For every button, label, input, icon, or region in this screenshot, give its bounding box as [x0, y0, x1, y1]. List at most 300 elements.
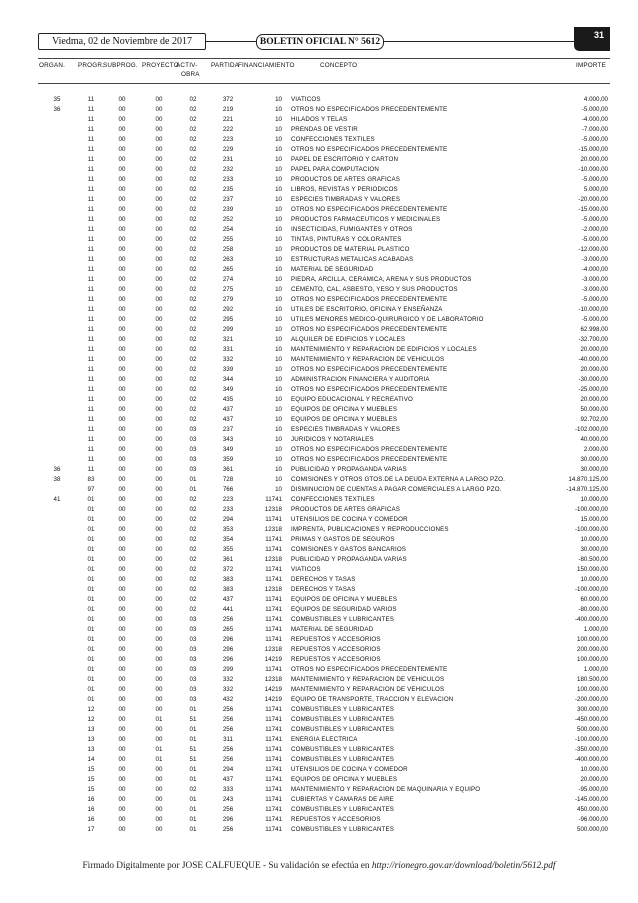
- cell-activ: 02: [189, 296, 197, 303]
- cell-prog: 11: [87, 266, 95, 273]
- cell-subprog: 00: [118, 526, 126, 533]
- table-row: [0, 535, 638, 545]
- cell-activ: 02: [189, 356, 197, 363]
- cell-organ: 36: [53, 466, 61, 473]
- cell-partida: 265: [222, 626, 234, 633]
- cell-concepto: VIATICOS: [291, 566, 321, 573]
- table-row: [0, 385, 638, 395]
- cell-financiamiento: 12318: [264, 586, 282, 593]
- cell-financiamiento: 11741: [265, 786, 282, 793]
- cell-subprog: 00: [118, 336, 126, 343]
- cell-prog: 11: [87, 326, 95, 333]
- cell-subprog: 00: [118, 476, 126, 483]
- cell-importe: -102.000,00: [574, 426, 608, 433]
- cell-proyecto: 00: [155, 326, 163, 333]
- cell-partida: 274: [222, 276, 234, 283]
- cell-concepto: JURIDICOS Y NOTARIALES: [291, 436, 374, 443]
- cell-partida: 229: [222, 146, 234, 153]
- cell-concepto: PRODUCTOS DE MATERIAL PLASTICO: [291, 246, 410, 253]
- cell-prog: 11: [87, 256, 95, 263]
- cell-importe: 30.000,00: [580, 546, 608, 553]
- table-row: [0, 795, 638, 805]
- cell-subprog: 00: [118, 686, 126, 693]
- cell-importe: 30.000,00: [580, 456, 608, 463]
- table-row: [0, 155, 638, 165]
- cell-proyecto: 00: [155, 466, 163, 473]
- cell-partida: 256: [222, 746, 234, 753]
- cell-concepto: PAPEL DE ESCRITORIO Y CARTON: [291, 156, 399, 163]
- cell-financiamiento: 10: [275, 286, 282, 293]
- cell-subprog: 00: [118, 676, 126, 683]
- cell-prog: 11: [87, 286, 95, 293]
- cell-importe: -80.500,00: [578, 556, 608, 563]
- cell-concepto: ENERGIA ELECTRICA: [291, 736, 358, 743]
- cell-importe: 450.000,00: [577, 806, 608, 813]
- cell-proyecto: 00: [155, 146, 163, 153]
- cell-partida: 296: [222, 816, 234, 823]
- table-row: [0, 355, 638, 365]
- cell-prog: 01: [87, 556, 95, 563]
- cell-concepto: OTROS NO ESPECIFICADOS PRECEDENTEMENTE: [291, 366, 448, 373]
- cell-proyecto: 00: [155, 696, 163, 703]
- cell-concepto: PRENDAS DE VESTIR: [291, 126, 358, 133]
- cell-proyecto: 00: [155, 646, 163, 653]
- cell-prog: 01: [87, 686, 95, 693]
- cell-subprog: 00: [118, 776, 126, 783]
- cell-concepto: MATERIAL DE SEGURIDAD: [291, 266, 374, 273]
- cell-financiamiento: 11741: [265, 776, 282, 783]
- cell-proyecto: 00: [155, 486, 163, 493]
- cell-activ: 03: [189, 646, 197, 653]
- cell-prog: 11: [87, 196, 95, 203]
- cell-partida: 233: [222, 176, 234, 183]
- cell-partida: 359: [222, 456, 234, 463]
- cell-financiamiento: 10: [275, 406, 282, 413]
- cell-subprog: 00: [118, 626, 126, 633]
- cell-partida: 265: [222, 266, 234, 273]
- cell-prog: 01: [87, 616, 95, 623]
- cell-subprog: 00: [118, 786, 126, 793]
- cell-concepto: COMISIONES Y OTROS GTOS.DE LA DEUDA EXTERNA A LARGO PZO.: [291, 476, 506, 483]
- table-top-rule: [38, 58, 610, 59]
- cell-subprog: 00: [118, 726, 126, 733]
- cell-partida: 311: [223, 736, 233, 743]
- cell-activ: 03: [189, 616, 197, 623]
- cell-partida: 437: [222, 406, 234, 413]
- cell-subprog: 00: [118, 706, 126, 713]
- cell-organ: 35: [53, 96, 61, 103]
- cell-activ: 03: [189, 466, 197, 473]
- cell-subprog: 00: [118, 666, 126, 673]
- cell-subprog: 00: [118, 636, 126, 643]
- col-header-financiamiento: FINANCIAMIENTO: [238, 62, 295, 69]
- cell-prog: 11: [87, 376, 95, 383]
- cell-financiamiento: 12318: [264, 556, 282, 563]
- footer-url[interactable]: http://rionegro.gov.ar/download/boletin/5612.pdf: [371, 861, 556, 871]
- cell-proyecto: 00: [155, 536, 163, 543]
- cell-proyecto: 00: [155, 366, 163, 373]
- table-row: [0, 365, 638, 375]
- cell-activ: 02: [189, 126, 197, 133]
- cell-subprog: 00: [118, 316, 126, 323]
- cell-importe: 40.000,00: [580, 436, 608, 443]
- cell-partida: 361: [222, 466, 234, 473]
- table-row: [0, 445, 638, 455]
- cell-subprog: 00: [118, 576, 126, 583]
- cell-financiamiento: 10: [275, 356, 282, 363]
- cell-prog: 11: [87, 316, 95, 323]
- table-row: [0, 635, 638, 645]
- cell-partida: 296: [222, 646, 234, 653]
- cell-financiamiento: 10: [275, 106, 282, 113]
- cell-activ: 02: [189, 596, 197, 603]
- cell-prog: 11: [87, 386, 95, 393]
- cell-prog: 01: [87, 546, 95, 553]
- cell-concepto: MANTENIMIENTO Y REPARACION DE VEHICULOS: [291, 676, 445, 683]
- cell-partida: 294: [222, 516, 234, 523]
- cell-importe: -350.000,00: [574, 746, 608, 753]
- col-header-obra: OBRA: [181, 71, 200, 78]
- cell-financiamiento: 11741: [265, 766, 282, 773]
- cell-prog: 11: [87, 456, 95, 463]
- cell-importe: -5.000,00: [581, 216, 608, 223]
- cell-prog: 15: [87, 776, 95, 783]
- table-row: [0, 515, 638, 525]
- cell-financiamiento: 11741: [265, 546, 282, 553]
- cell-activ: 02: [189, 196, 197, 203]
- table-row: [0, 125, 638, 135]
- cell-financiamiento: 10: [275, 156, 282, 163]
- cell-subprog: 00: [118, 136, 126, 143]
- cell-financiamiento: 12318: [264, 676, 282, 683]
- cell-prog: 16: [87, 796, 95, 803]
- cell-proyecto: 00: [155, 426, 163, 433]
- cell-proyecto: 00: [155, 506, 163, 513]
- table-row: [0, 545, 638, 555]
- cell-financiamiento: 11741: [265, 666, 282, 673]
- cell-activ: 03: [189, 696, 197, 703]
- cell-prog: 01: [87, 606, 95, 613]
- cell-concepto: PRIMAS Y GASTOS DE SEGUROS: [291, 536, 395, 543]
- cell-financiamiento: 10: [275, 376, 282, 383]
- cell-partida: 321: [222, 336, 234, 343]
- cell-subprog: 00: [118, 766, 126, 773]
- table-row: [0, 815, 638, 825]
- table-row: [0, 665, 638, 675]
- cell-financiamiento: 10: [275, 166, 282, 173]
- cell-activ: 02: [189, 786, 197, 793]
- cell-subprog: 00: [118, 186, 126, 193]
- cell-subprog: 00: [118, 696, 126, 703]
- cell-financiamiento: 11741: [265, 726, 282, 733]
- cell-activ: 02: [189, 376, 197, 383]
- cell-concepto: MANTENIMIENTO Y REPARACION DE MAQUINARIA Y EQUIPO: [291, 786, 481, 793]
- cell-subprog: 00: [118, 496, 126, 503]
- cell-subprog: 00: [118, 606, 126, 613]
- cell-subprog: 00: [118, 306, 126, 313]
- cell-importe: 100.000,00: [577, 656, 608, 663]
- cell-activ: 02: [189, 406, 197, 413]
- cell-financiamiento: 11741: [265, 606, 282, 613]
- cell-importe: -95.000,00: [578, 786, 608, 793]
- table-row: [0, 325, 638, 335]
- cell-concepto: PRODUCTOS DE ARTES GRAFICAS: [291, 506, 401, 513]
- cell-partida: 231: [222, 156, 234, 163]
- cell-subprog: 00: [118, 806, 126, 813]
- cell-subprog: 00: [118, 176, 126, 183]
- cell-prog: 11: [87, 96, 95, 103]
- cell-concepto: ESTRUCTURAS METALICAS ACABADAS: [291, 256, 414, 263]
- cell-prog: 11: [87, 356, 95, 363]
- table-row: [0, 115, 638, 125]
- table-row: [0, 655, 638, 665]
- cell-financiamiento: 11741: [265, 806, 282, 813]
- cell-activ: 51: [189, 716, 197, 723]
- table-row: [0, 395, 638, 405]
- cell-partida: 383: [222, 586, 234, 593]
- cell-prog: 13: [87, 736, 95, 743]
- cell-concepto: UTILES DE ESCRITORIO, OFICINA Y ENSEÑANZA: [291, 306, 443, 313]
- table-row: [0, 245, 638, 255]
- cell-prog: 01: [87, 646, 95, 653]
- cell-proyecto: 00: [155, 136, 163, 143]
- cell-prog: 11: [87, 126, 95, 133]
- cell-activ: 02: [189, 416, 197, 423]
- cell-activ: 02: [189, 116, 197, 123]
- cell-subprog: 00: [118, 106, 126, 113]
- cell-financiamiento: 11741: [265, 636, 282, 643]
- cell-importe: -10.000,00: [578, 166, 608, 173]
- cell-financiamiento: 11741: [265, 756, 282, 763]
- cell-partida: 235: [222, 186, 234, 193]
- cell-proyecto: 01: [155, 716, 163, 723]
- cell-prog: 01: [87, 506, 95, 513]
- table-row: [0, 775, 638, 785]
- cell-importe: -15.000,00: [578, 206, 608, 213]
- cell-proyecto: 00: [155, 376, 163, 383]
- cell-prog: 11: [87, 176, 95, 183]
- cell-concepto: PAPEL PARA COMPUTACION: [291, 166, 379, 173]
- cell-subprog: 00: [118, 656, 126, 663]
- cell-prog: 15: [87, 786, 95, 793]
- cell-proyecto: 00: [155, 546, 163, 553]
- table-row: [0, 605, 638, 615]
- cell-proyecto: 00: [155, 186, 163, 193]
- table-row: [0, 345, 638, 355]
- cell-proyecto: 00: [155, 406, 163, 413]
- cell-proyecto: 00: [155, 226, 163, 233]
- cell-subprog: 00: [118, 346, 126, 353]
- cell-financiamiento: 12318: [264, 506, 282, 513]
- cell-proyecto: 00: [155, 436, 163, 443]
- cell-concepto: ALQUILER DE EDIFICIOS Y LOCALES: [291, 336, 406, 343]
- cell-activ: 02: [189, 316, 197, 323]
- cell-concepto: REPUESTOS Y ACCESORIOS: [291, 656, 381, 663]
- cell-partida: 237: [222, 196, 234, 203]
- table-row: [0, 525, 638, 535]
- cell-partida: 332: [222, 356, 234, 363]
- cell-partida: 354: [222, 536, 234, 543]
- cell-activ: 03: [189, 436, 197, 443]
- cell-activ: 02: [189, 546, 197, 553]
- cell-financiamiento: 10: [275, 256, 282, 263]
- cell-activ: 02: [189, 166, 197, 173]
- cell-prog: 01: [87, 676, 95, 683]
- table-row: [0, 645, 638, 655]
- cell-activ: 02: [189, 286, 197, 293]
- cell-importe: 180.500,00: [577, 676, 608, 683]
- cell-partida: 223: [222, 496, 234, 503]
- cell-prog: 01: [87, 566, 95, 573]
- cell-partida: 294: [222, 766, 234, 773]
- cell-financiamiento: 11741: [265, 496, 282, 503]
- cell-concepto: COMISIONES Y GASTOS BANCARIOS: [291, 546, 407, 553]
- cell-activ: 02: [189, 586, 197, 593]
- cell-importe: -32.700,00: [578, 336, 608, 343]
- col-header-proyecto: PROYECTO: [142, 62, 179, 69]
- cell-partida: 233: [222, 506, 234, 513]
- cell-subprog: 00: [118, 616, 126, 623]
- cell-proyecto: 00: [155, 786, 163, 793]
- cell-subprog: 00: [118, 166, 126, 173]
- table-row: [0, 165, 638, 175]
- cell-importe: 100.000,00: [577, 686, 608, 693]
- table-row: [0, 765, 638, 775]
- col-header-organ: ORGAN.: [39, 62, 66, 69]
- cell-proyecto: 00: [155, 386, 163, 393]
- cell-concepto: ADMINISTRACION FINANCIERA Y AUDITORIA: [291, 376, 430, 383]
- cell-importe: -10.000,00: [578, 306, 608, 313]
- cell-prog: 16: [87, 806, 95, 813]
- cell-proyecto: 00: [155, 496, 163, 503]
- cell-partida: 256: [222, 706, 234, 713]
- cell-subprog: 00: [118, 156, 126, 163]
- cell-activ: 02: [189, 96, 197, 103]
- cell-prog: 01: [87, 636, 95, 643]
- cell-partida: 349: [222, 386, 234, 393]
- cell-activ: 02: [189, 576, 197, 583]
- cell-activ: 02: [189, 306, 197, 313]
- cell-activ: 51: [189, 756, 197, 763]
- cell-proyecto: 00: [155, 446, 163, 453]
- table-row: [0, 705, 638, 715]
- cell-activ: 02: [189, 176, 197, 183]
- footer-text: Firmado Digitalmente por JOSE CALFUEQUE - Su validación se efectúa en: [82, 861, 372, 871]
- cell-concepto: OTROS NO ESPECIFICADOS PRECEDENTEMENTE: [291, 326, 448, 333]
- cell-importe: -2.000,00: [581, 226, 608, 233]
- cell-financiamiento: 11741: [265, 516, 282, 523]
- cell-activ: 02: [189, 566, 197, 573]
- cell-activ: 02: [189, 246, 197, 253]
- cell-financiamiento: 10: [275, 136, 282, 143]
- cell-importe: 10.000,00: [580, 496, 608, 503]
- table-row: [0, 675, 638, 685]
- cell-importe: 15.000,00: [580, 516, 608, 523]
- cell-subprog: 00: [118, 286, 126, 293]
- cell-proyecto: 00: [155, 156, 163, 163]
- cell-proyecto: 00: [155, 566, 163, 573]
- cell-activ: 03: [189, 426, 197, 433]
- cell-importe: -200.000,00: [574, 696, 608, 703]
- cell-proyecto: 00: [155, 246, 163, 253]
- cell-proyecto: 00: [155, 456, 163, 463]
- cell-importe: 20.000,00: [580, 366, 608, 373]
- cell-importe: -100.000,00: [574, 506, 608, 513]
- cell-subprog: 00: [118, 276, 126, 283]
- cell-proyecto: 00: [155, 286, 163, 293]
- cell-subprog: 00: [118, 506, 126, 513]
- cell-proyecto: 00: [155, 726, 163, 733]
- cell-prog: 12: [87, 716, 95, 723]
- cell-proyecto: 00: [155, 306, 163, 313]
- cell-financiamiento: 11741: [265, 716, 282, 723]
- table-row: [0, 575, 638, 585]
- cell-prog: 11: [87, 216, 95, 223]
- cell-partida: 299: [222, 326, 234, 333]
- cell-partida: 258: [222, 246, 234, 253]
- table-row: [0, 735, 638, 745]
- cell-prog: 11: [87, 446, 95, 453]
- table-row: [0, 505, 638, 515]
- cell-importe: 500.000,00: [577, 726, 608, 733]
- cell-prog: 11: [87, 466, 95, 473]
- cell-importe: -96.000,00: [578, 816, 608, 823]
- cell-concepto: PRODUCTOS FARMACEUTICOS Y MEDICINALES: [291, 216, 441, 223]
- cell-concepto: OTROS NO ESPECIFICADOS PRECEDENTEMENTE: [291, 666, 448, 673]
- cell-financiamiento: 11741: [265, 826, 282, 833]
- cell-activ: 03: [189, 656, 197, 663]
- cell-importe: -400.000,00: [574, 616, 608, 623]
- cell-organ: 41: [53, 496, 61, 503]
- cell-prog: 11: [87, 296, 95, 303]
- cell-subprog: 00: [118, 596, 126, 603]
- cell-importe: -7.000,00: [581, 126, 608, 133]
- cell-concepto: ESPECIES TIMBRADAS Y VALORES: [291, 196, 400, 203]
- table-row: [0, 595, 638, 605]
- cell-importe: -3.000,00: [581, 286, 608, 293]
- cell-proyecto: 00: [155, 356, 163, 363]
- cell-financiamiento: 10: [275, 226, 282, 233]
- table-row: [0, 785, 638, 795]
- cell-prog: 11: [87, 406, 95, 413]
- cell-proyecto: 00: [155, 806, 163, 813]
- cell-activ: 02: [189, 366, 197, 373]
- cell-concepto: OTROS NO ESPECIFICADOS PRECEDENTEMENTE: [291, 456, 448, 463]
- cell-financiamiento: 10: [275, 456, 282, 463]
- cell-activ: 02: [189, 536, 197, 543]
- cell-concepto: CONFECCIONES TEXTILES: [291, 136, 375, 143]
- cell-partida: 295: [222, 316, 234, 323]
- cell-financiamiento: 10: [275, 386, 282, 393]
- cell-partida: 437: [222, 416, 234, 423]
- cell-financiamiento: 11741: [265, 626, 282, 633]
- cell-prog: 15: [87, 766, 95, 773]
- cell-importe: 10.000,00: [580, 766, 608, 773]
- cell-subprog: 00: [118, 436, 126, 443]
- cell-activ: 02: [189, 276, 197, 283]
- cell-concepto: EQUIPOS DE OFICINA Y MUEBLES: [291, 416, 398, 423]
- cell-importe: -100.000,00: [574, 526, 608, 533]
- cell-prog: 01: [87, 696, 95, 703]
- cell-proyecto: 00: [155, 686, 163, 693]
- cell-financiamiento: 10: [275, 246, 282, 253]
- cell-concepto: DERECHOS Y TASAS: [291, 576, 356, 583]
- cell-subprog: 00: [118, 196, 126, 203]
- cell-concepto: EQUIPOS DE SEGURIDAD VARIOS: [291, 606, 397, 613]
- table-header-rule: [38, 83, 610, 84]
- cell-subprog: 00: [118, 716, 126, 723]
- cell-subprog: 00: [118, 456, 126, 463]
